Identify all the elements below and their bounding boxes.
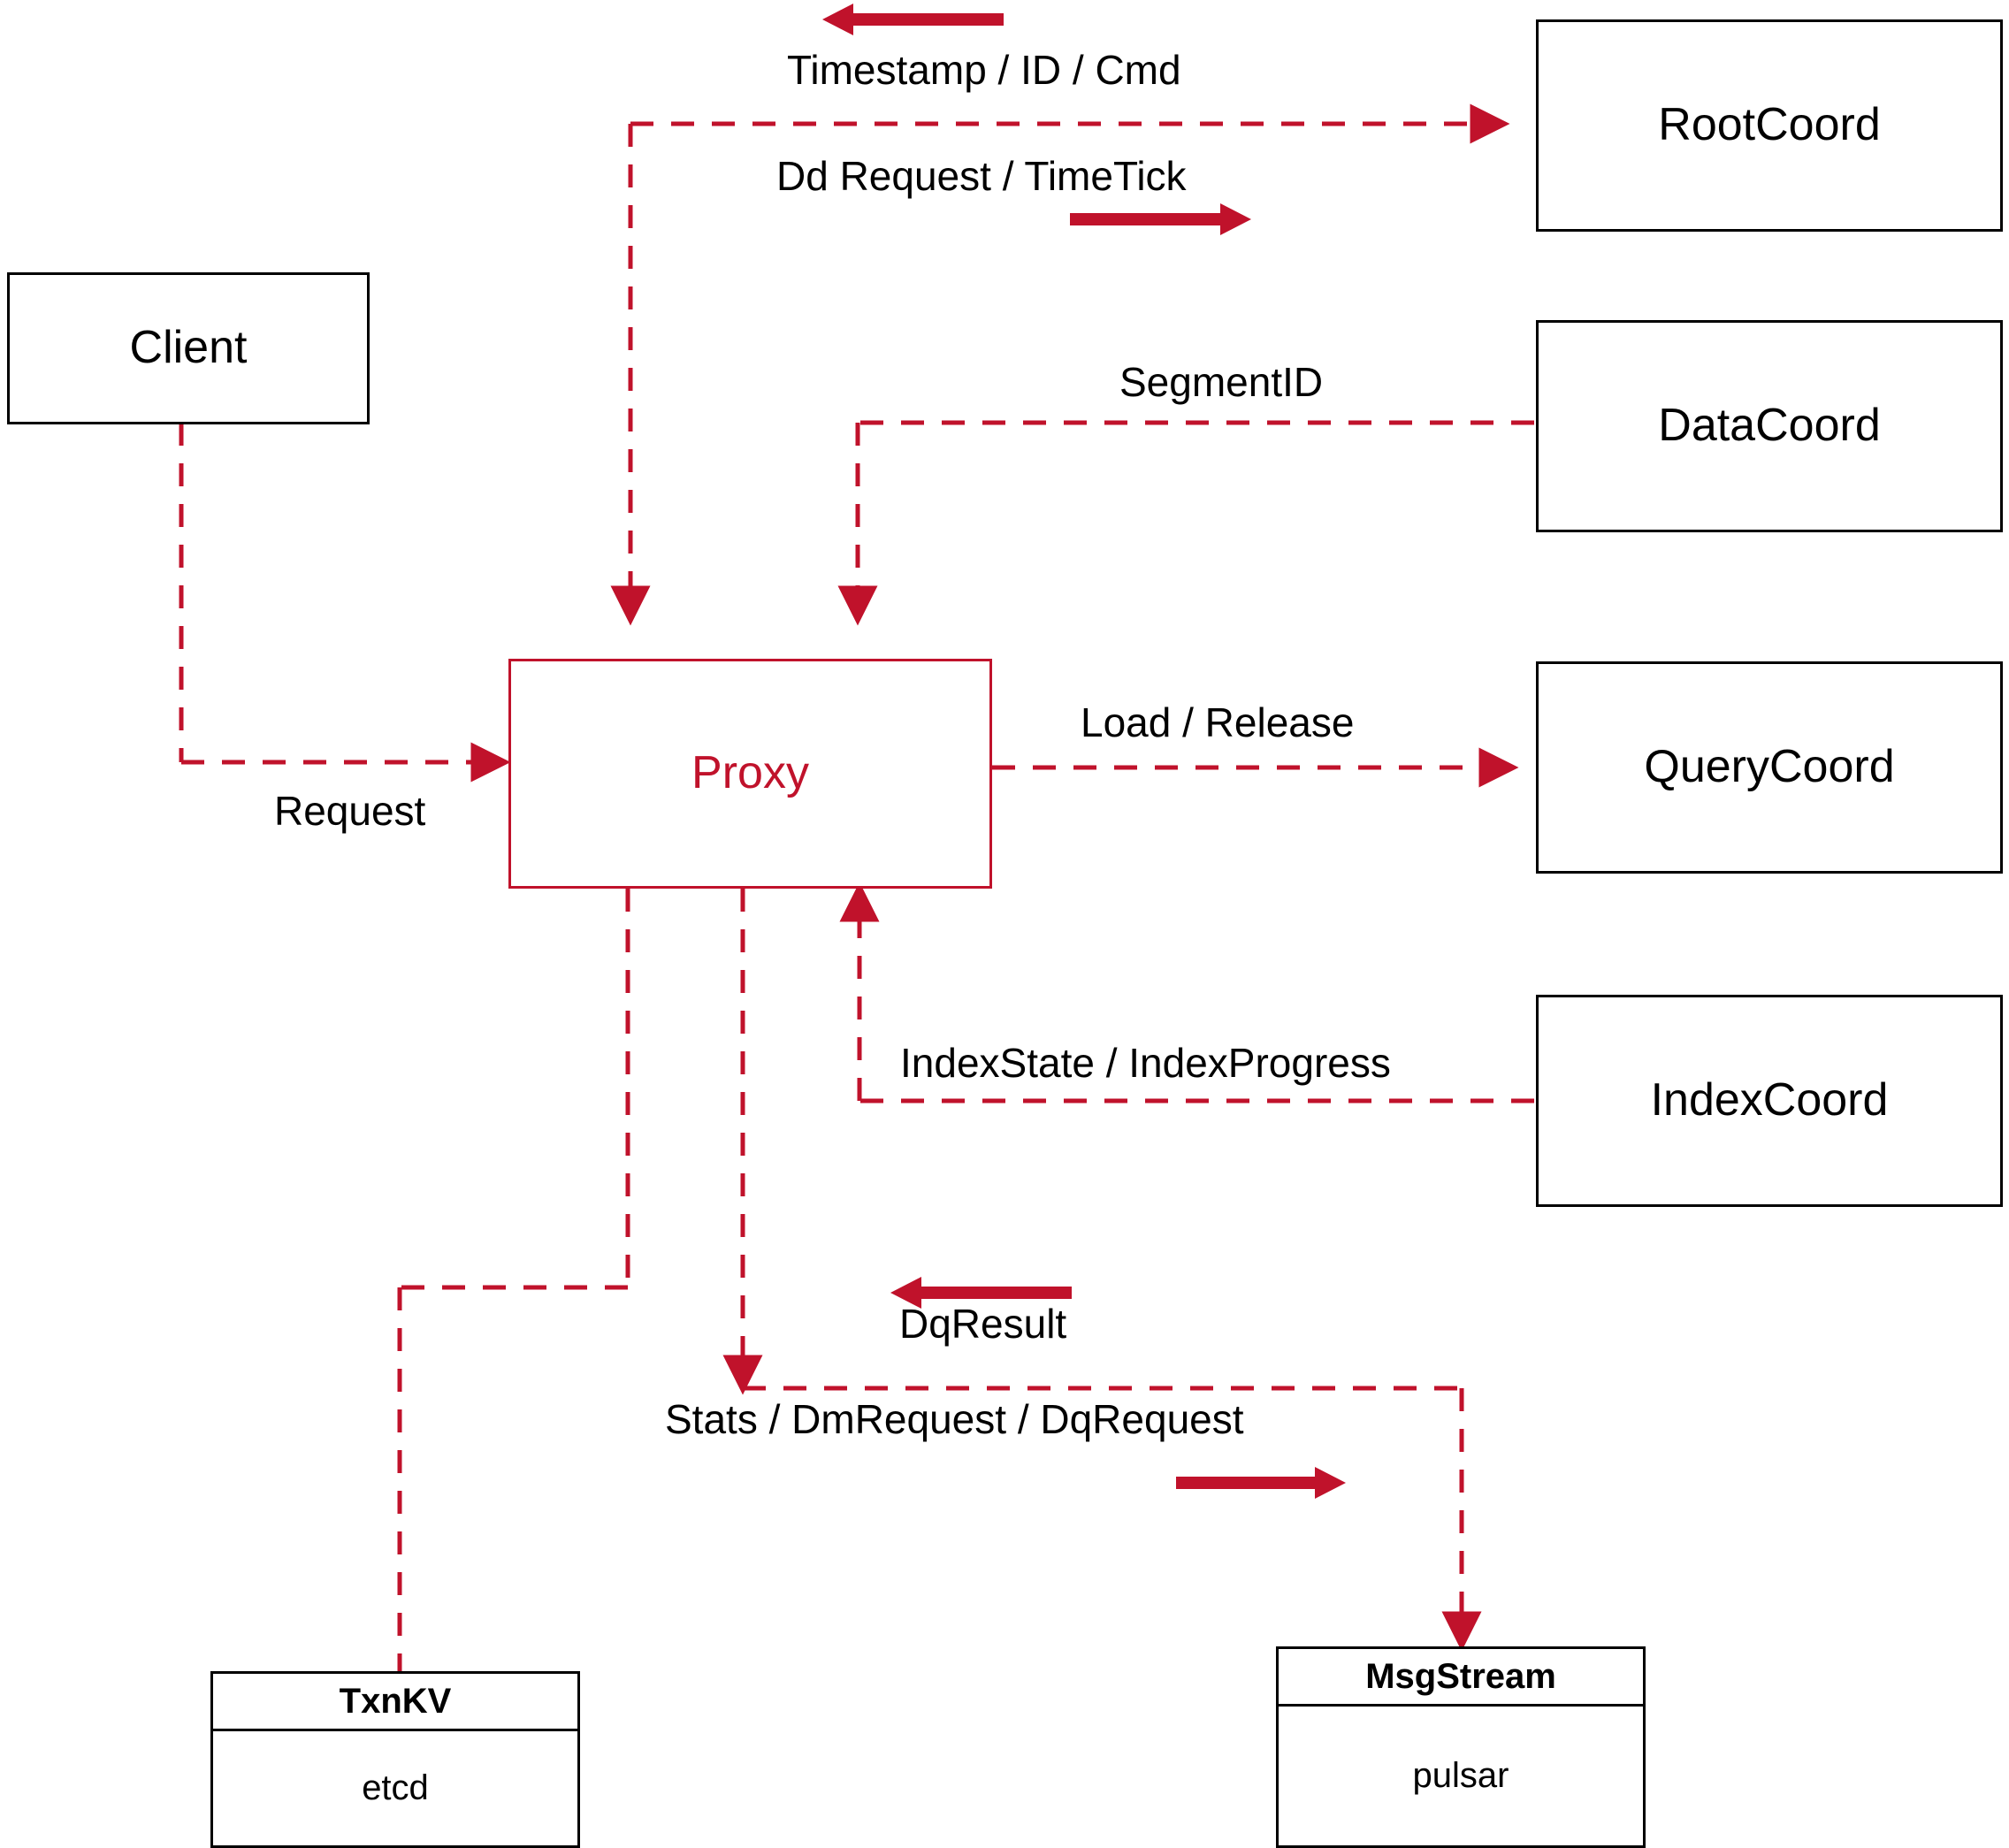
node-proxy[interactable] — [508, 659, 992, 889]
edge-datacoord-proxy — [858, 423, 1534, 619]
edge-label-indexstate-indexprogress: IndexState / IndexProgress — [900, 1040, 1391, 1086]
node-querycoord[interactable] — [1536, 661, 2003, 874]
node-indexcoord-label: IndexCoord — [1650, 1074, 1889, 1126]
store-msgstream-body: pulsar — [1412, 1756, 1509, 1795]
node-indexcoord[interactable] — [1536, 995, 2003, 1207]
edge-client-proxy — [181, 423, 504, 762]
store-txnkv-title: TxnKV — [213, 1674, 577, 1731]
edge-label-stats-dmrequest-dqrequest: Stats / DmRequest / DqRequest — [665, 1396, 1244, 1442]
store-txnkv[interactable] — [210, 1671, 580, 1848]
node-proxy-label: Proxy — [691, 747, 809, 799]
edge-proxy-txnkv — [400, 889, 628, 1671]
node-client[interactable] — [7, 272, 370, 424]
node-rootcoord-label: RootCoord — [1658, 99, 1881, 151]
node-rootcoord[interactable] — [1536, 19, 2003, 232]
edge-label-load-release: Load / Release — [1081, 699, 1355, 745]
node-querycoord-label: QueryCoord — [1644, 741, 1895, 793]
node-datacoord-label: DataCoord — [1658, 400, 1881, 452]
edge-label-segmentid: SegmentID — [1119, 359, 1324, 405]
direction-arrow-dd-request — [1070, 203, 1251, 235]
node-client-label: Client — [129, 322, 248, 374]
store-txnkv-body: etcd — [362, 1768, 429, 1807]
edge-proxy-msgstream — [743, 889, 1462, 1645]
store-msgstream[interactable] — [1276, 1646, 1646, 1848]
node-datacoord[interactable] — [1536, 320, 2003, 532]
store-msgstream-title: MsgStream — [1279, 1649, 1643, 1707]
direction-arrow-stats — [1176, 1467, 1346, 1499]
edge-label-dd-request-timetick: Dd Request / TimeTick — [776, 153, 1187, 199]
edge-label-dqresult: DqResult — [899, 1301, 1067, 1347]
edge-label-request: Request — [274, 788, 426, 834]
direction-arrow-timestamp — [822, 4, 1004, 35]
edge-label-timestamp-id-cmd: Timestamp / ID / Cmd — [787, 47, 1181, 93]
